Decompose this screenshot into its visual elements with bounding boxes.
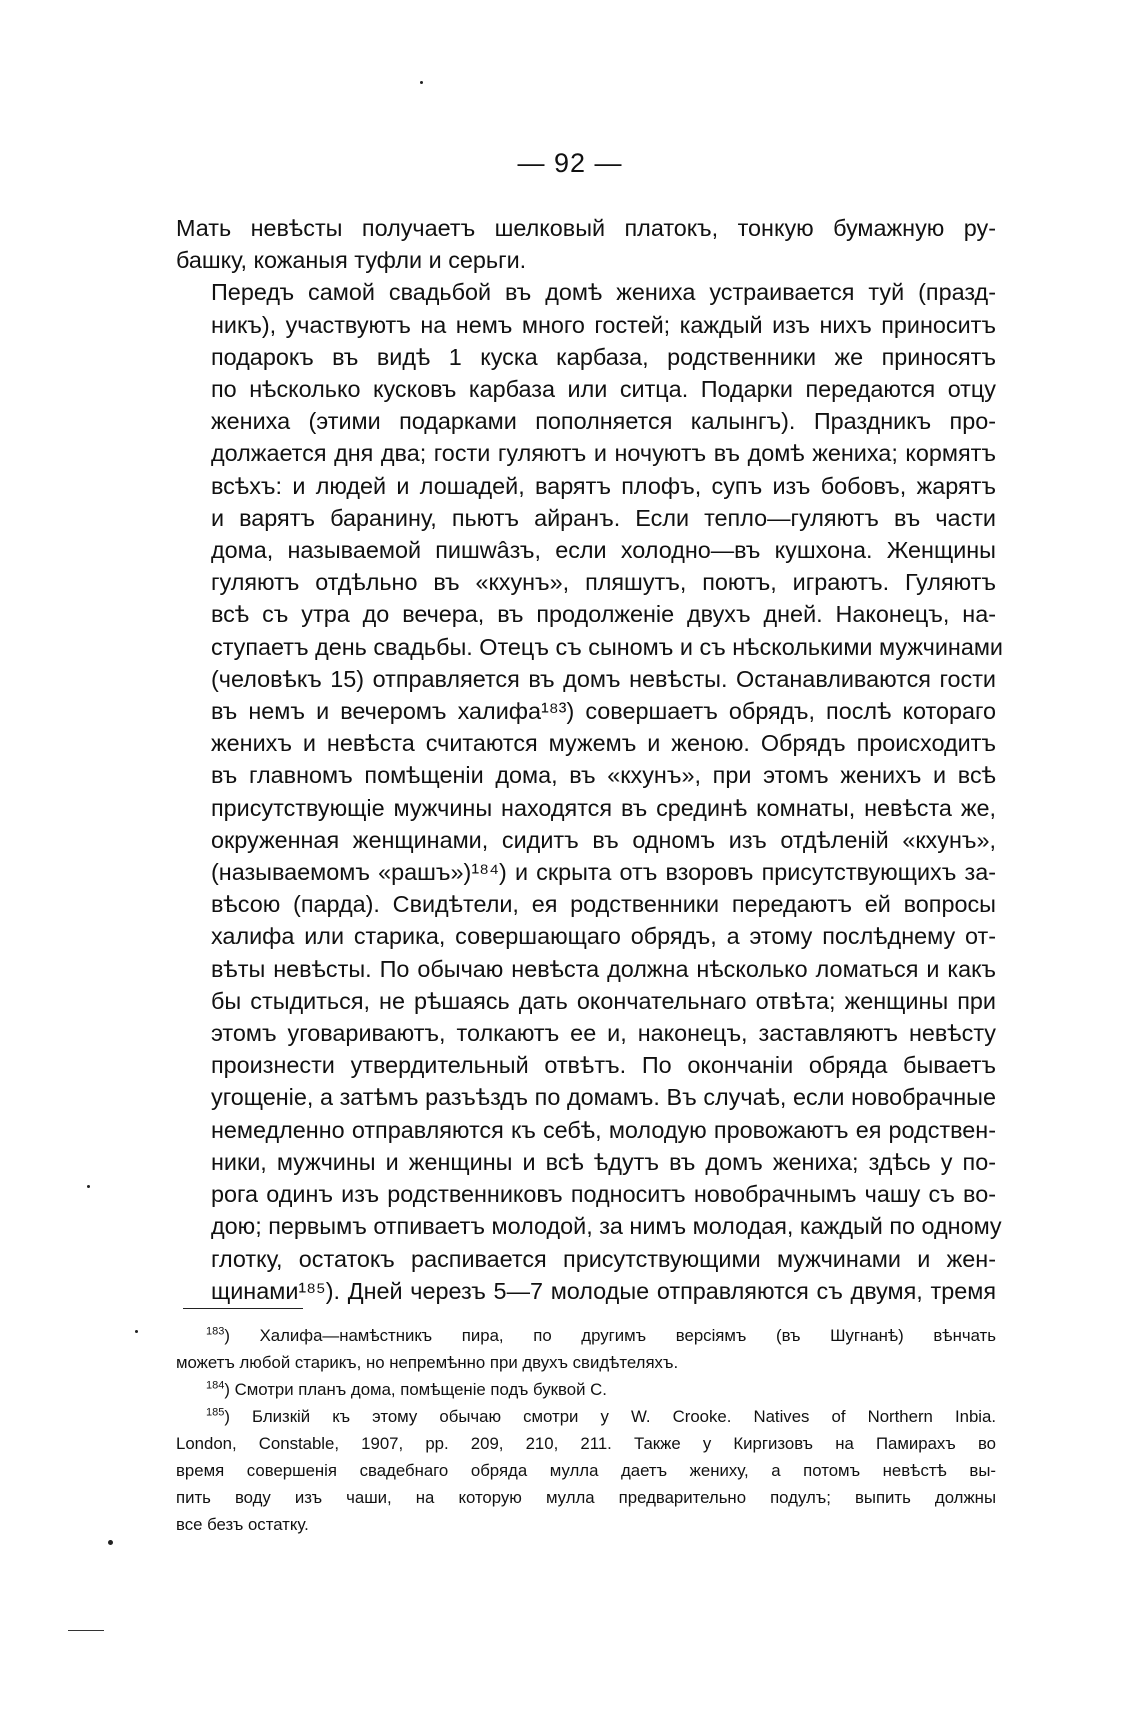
text-line: подарокъ въ видѣ 1 куска карбаза, родственники же приносятъ — [211, 343, 996, 370]
footnote-line: время совершенія свадебнаго обряда мулла даетъ жениху, а потомъ невѣстѣ вы- — [176, 1461, 996, 1480]
footnote-185 — [176, 1403, 996, 1538]
text-line: жениха (этими подарками пополняется калынгъ). Праздникъ про- — [211, 408, 996, 435]
text-line: вѣты невѣсты. По обычаю невѣста должна нѣсколько ломаться и какъ — [211, 955, 996, 982]
page-number: — 92 — — [517, 148, 623, 178]
text-line: въ главномъ помѣщеніи дома, въ «кхунъ», при этомъ женихъ и всѣ — [211, 762, 996, 789]
text-line: рога одинъ изъ родственниковъ подноситъ новобрачнымъ чашу съ во- — [211, 1181, 996, 1208]
text-line: щинами¹⁸⁵). Дней черезъ 5—7 молодые отправляются съ двумя, тремя — [211, 1277, 996, 1304]
page-speck-left-3 — [108, 1540, 113, 1545]
text-line: присутствующіе мужчины находятся въ срединѣ комнаты, невѣста же, — [211, 794, 996, 821]
text-line: всѣхъ: и людей и лошадей, варятъ плофъ, супъ изъ бобовъ, жарятъ — [211, 472, 996, 499]
footnote-number: 184 — [206, 1379, 225, 1392]
text-line: и варятъ баранину, пьютъ айранъ. Если тепло—гуляютъ въ части — [211, 504, 996, 531]
main-text — [176, 212, 1003, 1307]
footnote-line: London, Constable, 1907, pp. 209, 210, 211. Также у Киргизовъ на Памирахъ во — [176, 1434, 996, 1453]
page-speck-top — [420, 81, 423, 84]
text-line: ступаетъ день свадьбы. Отецъ съ сыномъ и съ нѣсколькими мужчинами — [211, 633, 1003, 660]
text-line: угощеніе, а затѣмъ разъѣздъ по домамъ. Въ случаѣ, если новобрачные — [211, 1084, 996, 1111]
text-line: никъ), участвуютъ на немъ много гостей; каждый изъ нихъ приноситъ — [211, 311, 996, 338]
footnote-text: ) Халифа—намѣстникъ пира, по другимъ версіямъ (въ Шугнанѣ) вѣнчать — [224, 1326, 996, 1345]
text-line: по нѣсколько кусковъ карбаза или ситца. Подарки передаются отцу — [211, 376, 996, 403]
paragraph-1 — [176, 212, 996, 276]
paragraph-2 — [176, 276, 1003, 1307]
text-line: дома, называемой пишwâзъ, если холодно—въ кушхона. Женщины — [211, 537, 996, 564]
footnote-number: 183 — [206, 1325, 225, 1338]
text-line: бы стыдиться, не рѣшаясь дать окончательнаго отвѣта; женщины при — [211, 987, 996, 1014]
text-line: всѣ съ утра до вечера, въ продолженіе двухъ дней. Наконецъ, на- — [211, 601, 996, 628]
text-line: немедленно отправляются къ себѣ, молодую провожаютъ ея родствен- — [211, 1116, 996, 1143]
text-line: произнести утвердительный отвѣтъ. По окончаніи обряда бываетъ — [211, 1052, 996, 1079]
footnote-line — [176, 1403, 996, 1430]
page-mark-dash — [68, 1630, 104, 1631]
footnote-separator — [183, 1308, 303, 1309]
footnotes — [176, 1322, 996, 1538]
page-speck-left-2 — [87, 1185, 90, 1188]
text-line: глотку, остатокъ распивается присутствующими мужчинами и жен- — [211, 1245, 996, 1272]
text-line: башку, кожаныя туфли и серьги. — [176, 247, 527, 274]
text-line: ники, мужчины и женщины и всѣ ѣдутъ въ домъ жениха; здѣсь у по- — [211, 1148, 996, 1175]
footnote-line — [176, 1322, 996, 1349]
text-line: Передъ самой свадьбой въ домѣ жениха устраивается туй (празд- — [211, 279, 996, 306]
footnote-number: 185 — [206, 1406, 225, 1419]
text-line: (называемомъ «рашъ»)¹⁸⁴) и скрыта отъ взоровъ присутствующихъ за- — [211, 859, 996, 886]
page-speck-left-1 — [135, 1330, 138, 1333]
footnote-text: ) Близкій къ этому обычаю смотри у W. Crooke. Natives of Northern Inbia. — [224, 1407, 996, 1426]
text-line: въ немъ и вечеромъ халифа¹⁸³) совершаетъ обрядъ, послѣ котораго — [211, 698, 996, 725]
footnote-text: ) Смотри планъ дома, помѣщеніе подъ буквой С. — [224, 1380, 607, 1399]
footnote-line: пить воду изъ чаши, на которую мулла предварительно подулъ; выпить должны — [176, 1488, 996, 1507]
footnote-line: можетъ любой старикъ, но непремѣнно при двухъ свидѣтеляхъ. — [176, 1353, 679, 1372]
text-line: Мать невѣсты получаетъ шелковый платокъ, тонкую бумажную ру- — [176, 215, 996, 241]
text-line: окруженная женщинами, сидитъ въ одномъ изъ отдѣленій «кхунъ», — [211, 826, 996, 853]
footnote-183 — [176, 1322, 996, 1376]
text-line: гуляютъ отдѣльно въ «кхунъ», пляшутъ, поютъ, играютъ. Гуляютъ — [211, 569, 996, 596]
text-line: дою; первымъ отпиваетъ молодой, за нимъ молодая, каждый по одному — [211, 1213, 1002, 1240]
footnote-line — [176, 1376, 996, 1403]
text-line: женихъ и невѣста считаются мужемъ и женою. Обрядъ происходитъ — [211, 730, 996, 757]
footnote-184 — [176, 1376, 996, 1403]
text-line: должается дня два; гости гуляютъ и ночуютъ въ домѣ жениха; кормятъ — [211, 440, 996, 467]
text-line: халифа или старика, совершающаго обрядъ, а этому послѣднему от- — [211, 923, 996, 950]
text-line: (человѣкъ 15) отправляется въ домъ невѣсты. Останавливаются гости — [211, 665, 996, 692]
text-line: этомъ уговариваютъ, толкаютъ ее и, наконецъ, заставляютъ невѣсту — [211, 1020, 996, 1047]
footnote-line: все безъ остатку. — [176, 1515, 309, 1534]
text-line: вѣсою (парда). Свидѣтели, ея родственники передаютъ ей вопросы — [211, 891, 996, 918]
